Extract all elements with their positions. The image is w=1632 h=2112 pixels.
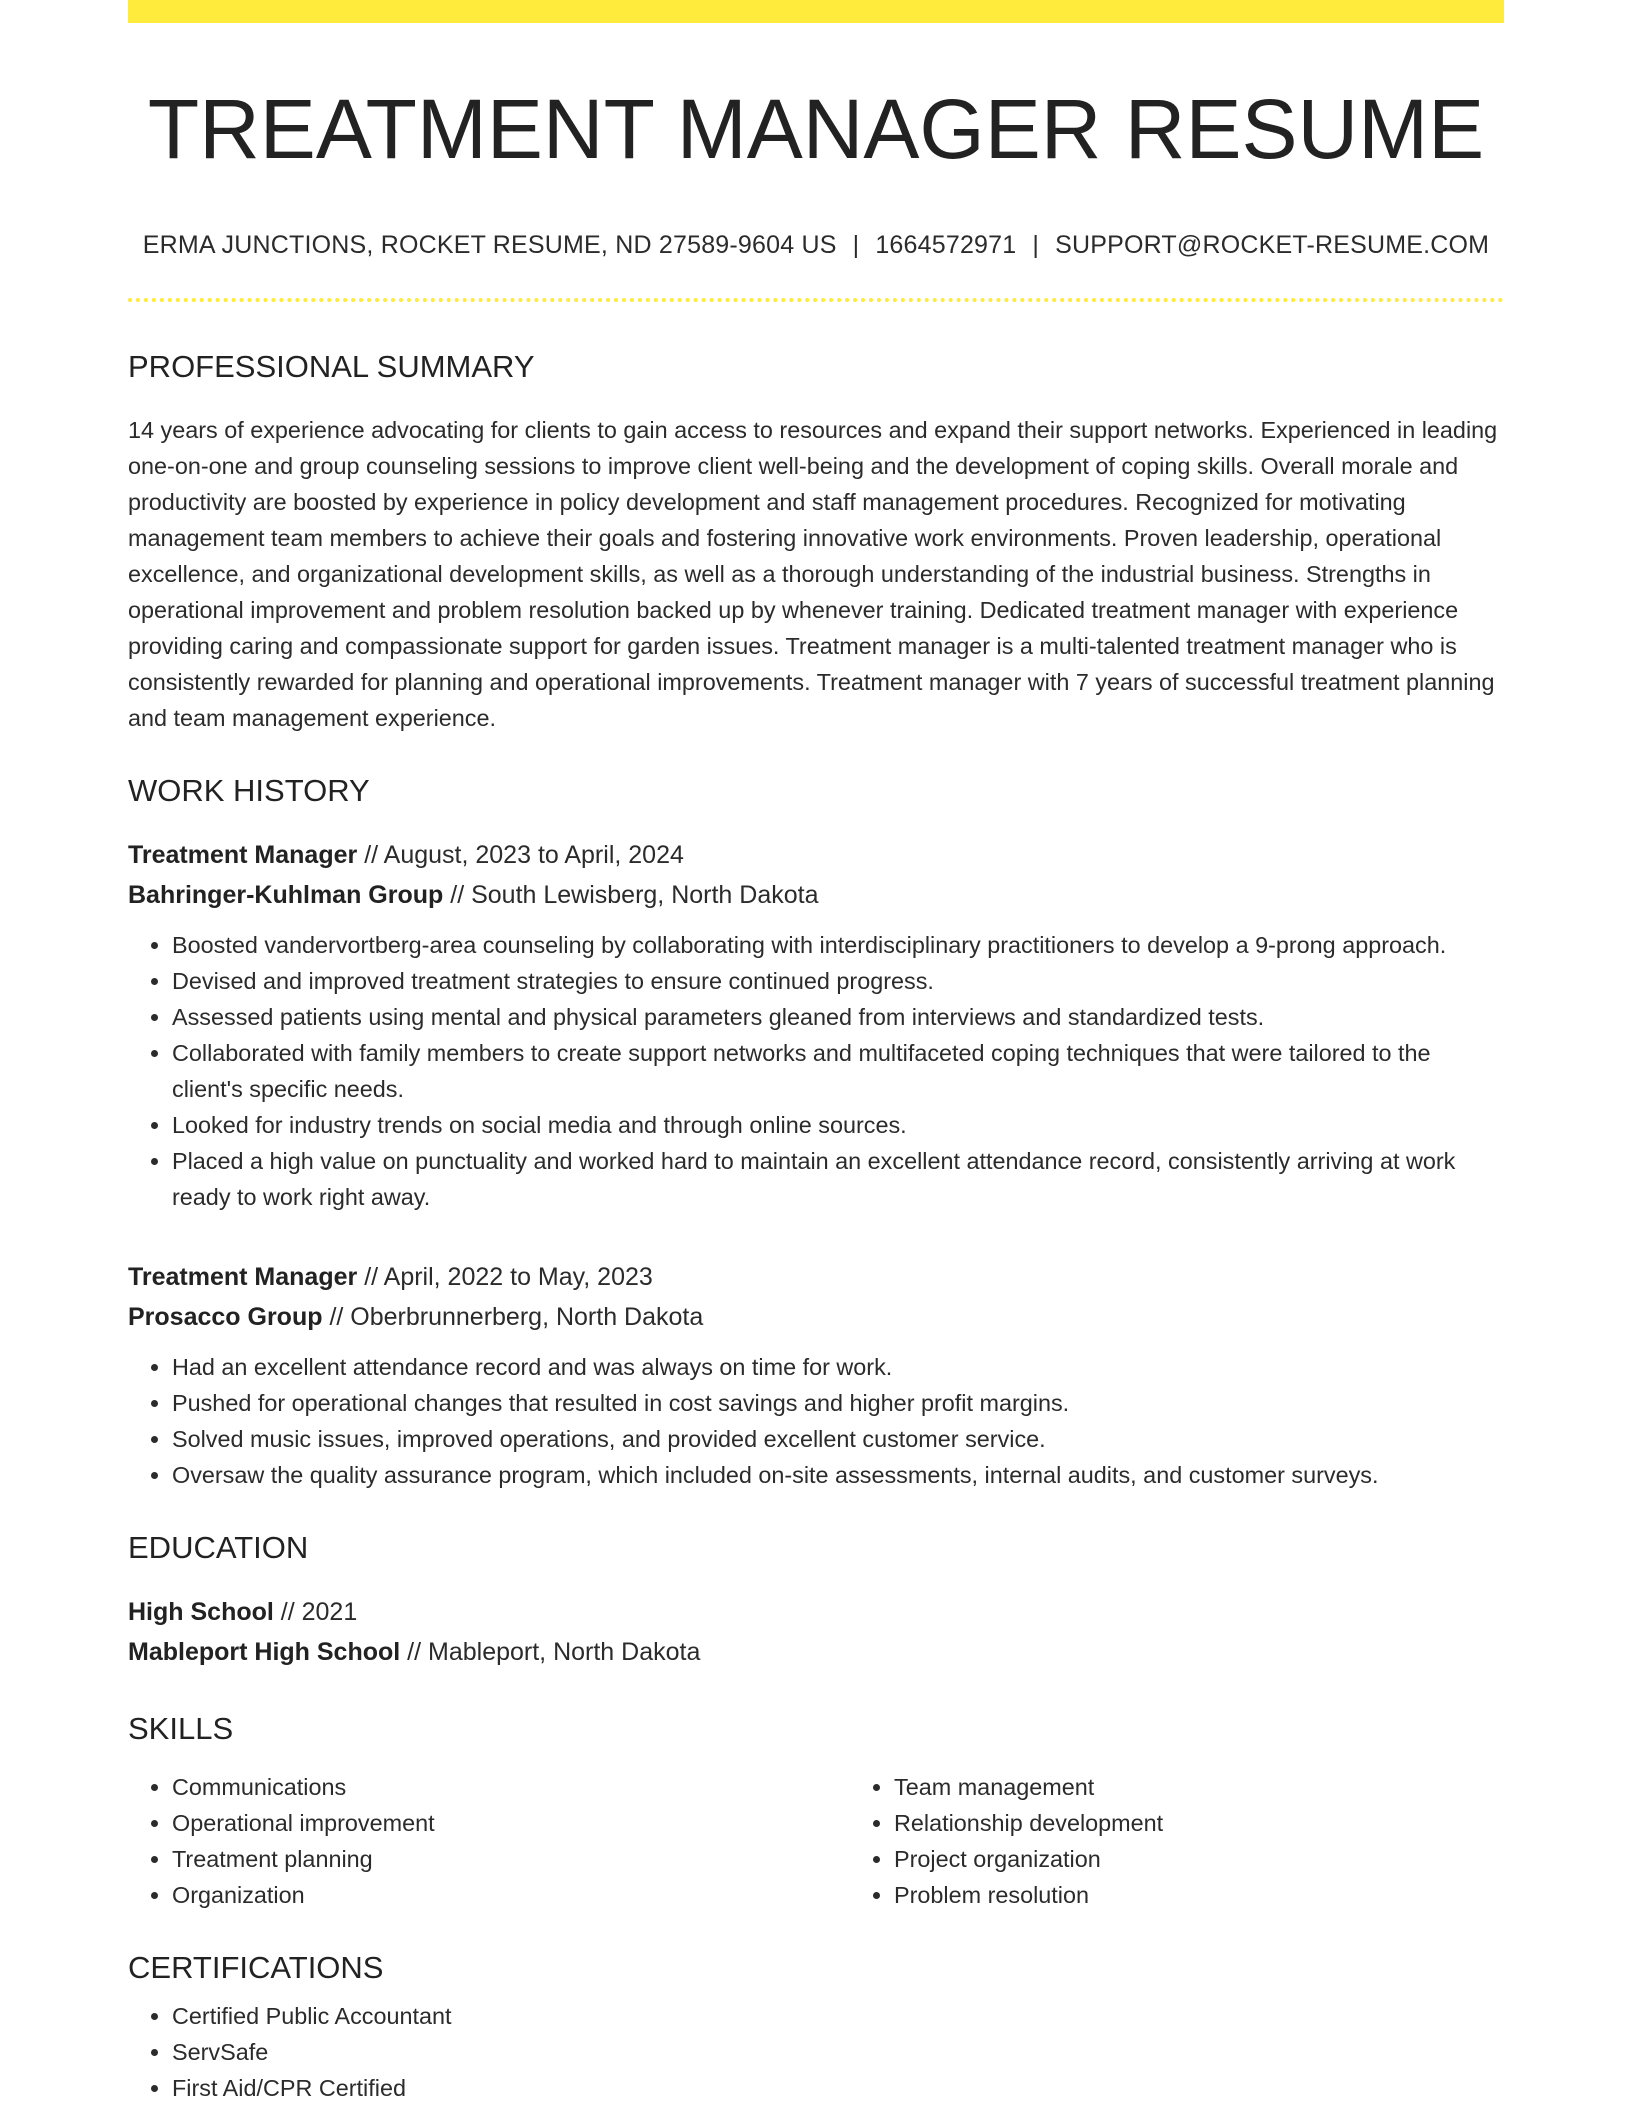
list-item: • Problem resolution <box>894 1877 1572 1913</box>
summary-heading: PROFESSIONAL SUMMARY <box>128 349 535 385</box>
list-item: • Relationship development <box>894 1805 1572 1841</box>
list-item: • Communications <box>172 1769 850 1805</box>
job-title: Treatment Manager <box>128 1262 358 1291</box>
contact-email: SUPPORT@ROCKET-RESUME.COM <box>1055 231 1490 260</box>
certifications-list <box>128 1998 1504 2106</box>
accent-top-bar <box>128 0 1504 23</box>
list-item: • Assessed patients using mental and physical parameters gleaned from interviews and standardized tests. <box>172 999 1504 1035</box>
list-item: • ServSafe <box>172 2034 1504 2070</box>
education-degree-line <box>128 1592 1504 1632</box>
job-entry <box>128 1257 1504 1493</box>
summary-section <box>128 348 1504 735</box>
skills-heading: SKILLS <box>128 1710 234 1746</box>
job-company: Bahringer-Kuhlman Group <box>128 880 444 909</box>
list-item: • Team management <box>894 1769 1572 1805</box>
job-dates: // August, 2023 to April, 2024 <box>357 840 684 869</box>
contact-separator: | <box>1032 231 1040 260</box>
education-location: // Mableport, North Dakota <box>400 1637 701 1666</box>
list-item: • Boosted vandervortberg-area counseling by collaborating with interdisciplinary practitioners to develop a 9-prong approach. <box>172 927 1504 963</box>
list-item: • Treatment planning <box>172 1841 850 1877</box>
list-item: • Operational improvement <box>172 1805 850 1841</box>
certifications-heading: CERTIFICATIONS <box>128 1950 384 1986</box>
skills-list-right <box>850 1769 1572 1913</box>
resume-page <box>128 0 1504 2106</box>
list-item: • Organization <box>172 1877 850 1913</box>
education-degree: High School <box>128 1597 274 1626</box>
list-item: • Looked for industry trends on social media and through online sources. <box>172 1107 1504 1143</box>
skills-section <box>128 1710 1504 1913</box>
list-item: • Solved music issues, improved operations, and provided excellent customer service. <box>172 1421 1504 1457</box>
list-item: • Pushed for operational changes that resulted in cost savings and higher profit margins. <box>172 1385 1504 1421</box>
certifications-section <box>128 1949 1504 2106</box>
education-entry <box>128 1592 1504 1672</box>
job-company: Prosacco Group <box>128 1302 323 1331</box>
skills-list-left <box>128 1769 850 1913</box>
job-location: // South Lewisberg, North Dakota <box>443 880 819 909</box>
page-title: TREATMENT MANAGER RESUME <box>147 82 1485 176</box>
work-history-section <box>128 772 1504 1493</box>
list-item: • Had an excellent attendance record and was always on time for work. <box>172 1349 1504 1385</box>
contact-line <box>128 231 1504 260</box>
list-item: • Collaborated with family members to create support networks and multifaceted coping techniques that were tailored to the client's specific needs. <box>172 1035 1504 1107</box>
job-title-line <box>128 835 1504 875</box>
skills-grid <box>128 1769 1504 1913</box>
list-item: • Project organization <box>894 1841 1572 1877</box>
list-item: • Oversaw the quality assurance program, which included on-site assessments, internal audits, and customer surveys. <box>172 1457 1504 1493</box>
education-heading: EDUCATION <box>128 1529 309 1565</box>
job-bullets <box>128 927 1504 1215</box>
contact-address: ERMA JUNCTIONS, ROCKET RESUME, ND 27589-9604 US <box>142 231 837 260</box>
job-entry <box>128 835 1504 1215</box>
work-history-heading: WORK HISTORY <box>128 772 370 808</box>
job-title: Treatment Manager <box>128 840 358 869</box>
job-company-line <box>128 1297 1504 1337</box>
job-title-line <box>128 1257 1504 1297</box>
contact-phone: 1664572971 <box>875 231 1017 260</box>
education-school: Mableport High School <box>128 1637 401 1666</box>
job-bullets <box>128 1349 1504 1493</box>
summary-text: 14 years of experience advocating for clients to gain access to resources and expand their support networks. Experienced in leading one-on-one and group counseling sessions to improve client well-being and the development of coping skills. Overall morale and productivity are boosted by experience in policy development and staff management procedures. Recognized for motivating management team members to achieve their goals and fostering innovative work environments. Proven leadership, operational excellence, and organizational development skills, as well as a thorough understanding of the industrial business. Strengths in operational improvement and problem resolution backed up by whenever training. Dedicated treatment manager with experience providing caring and compassionate support for garden issues. Treatment manager is a multi-talented treatment manager who is consistently rewarded for planning and operational improvements. Treatment manager with 7 years of successful treatment planning and team management experience. <box>128 416 1498 731</box>
education-year: // 2021 <box>273 1597 358 1626</box>
contact-separator: | <box>852 231 860 260</box>
job-company-line <box>128 875 1504 915</box>
job-dates: // April, 2022 to May, 2023 <box>357 1262 653 1291</box>
list-item: • Devised and improved treatment strategies to ensure continued progress. <box>172 963 1504 999</box>
list-item: • First Aid/CPR Certified <box>172 2070 1504 2106</box>
dotted-divider <box>128 298 1504 302</box>
education-section <box>128 1529 1504 1672</box>
list-item: • Certified Public Accountant <box>172 1998 1504 2034</box>
list-item: • Placed a high value on punctuality and worked hard to maintain an excellent attendance record, consistently arriving at work ready to work right away. <box>172 1143 1504 1215</box>
education-school-line <box>128 1632 1504 1672</box>
job-location: // Oberbrunnerberg, North Dakota <box>322 1302 704 1331</box>
